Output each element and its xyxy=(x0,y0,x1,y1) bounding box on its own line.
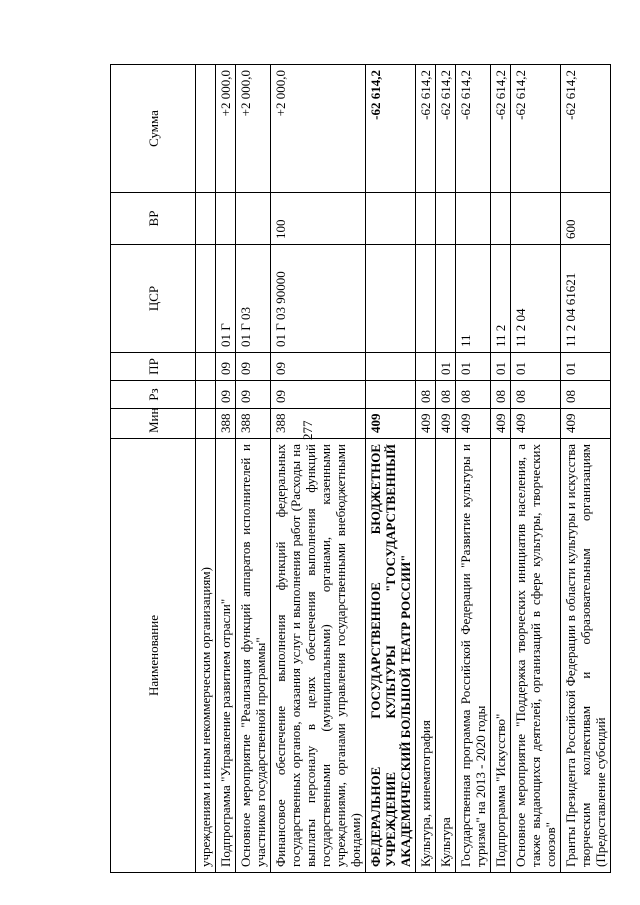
cell-csr xyxy=(366,245,416,353)
cell-rz xyxy=(366,381,416,409)
budget-table xyxy=(110,64,611,873)
cell-rz: 08 xyxy=(491,381,511,409)
cell-pr: 01 xyxy=(561,353,611,381)
cell-min: 409 xyxy=(456,409,491,439)
cell-vr xyxy=(366,193,416,245)
table-row xyxy=(436,65,456,873)
header-pr: ПР xyxy=(111,353,196,381)
table-row xyxy=(561,65,611,873)
budget-table-rotated xyxy=(110,65,608,873)
header-row xyxy=(111,65,196,873)
cell-csr: 11 xyxy=(456,245,491,353)
table-row xyxy=(511,65,561,873)
cell-vr xyxy=(511,193,561,245)
cell-min: 409 xyxy=(561,409,611,439)
cell-csr xyxy=(196,245,216,353)
cell-sum: -62 614,2 xyxy=(491,65,511,193)
header-csr: ЦСР xyxy=(111,245,196,353)
cell-name: Подпрограмма "Искусство" xyxy=(491,439,511,873)
cell-sum: -62 614,2 xyxy=(366,65,416,193)
cell-pr: 01 xyxy=(456,353,491,381)
table-row xyxy=(271,65,366,873)
cell-min: 388 xyxy=(216,409,236,439)
cell-csr: 11 2 04 61621 xyxy=(561,245,611,353)
header-rz: Рз xyxy=(111,381,196,409)
cell-pr: 01 xyxy=(436,353,456,381)
cell-csr: 01 Г 03 xyxy=(236,245,271,353)
cell-rz: 09 xyxy=(271,381,366,409)
header-vr: ВР xyxy=(111,193,196,245)
cell-rz xyxy=(196,381,216,409)
cell-sum: -62 614,2 xyxy=(416,65,436,193)
cell-sum: +2 000,0 xyxy=(216,65,236,193)
cell-sum: +2 000,0 xyxy=(271,65,366,193)
cell-csr: 01 Г 03 90000 xyxy=(271,245,366,353)
cell-name: Гранты Президента Российской Федерации в области культуры и искусства творческим коллективам и образовательным организациям (Предоставление субсидий xyxy=(561,439,611,873)
cell-name: ФЕДЕРАЛЬНОЕ ГОСУДАРСТВЕННОЕ БЮДЖЕТНОЕ УЧРЕЖДЕНИЕ КУЛЬТУРЫ "ГОСУДАРСТВЕННЫЙ АКАДЕМИЧЕСКИЙ БОЛЬШОЙ ТЕАТР РОССИИ" xyxy=(366,439,416,873)
cell-min: 388 xyxy=(271,409,366,439)
cell-vr xyxy=(491,193,511,245)
cell-name: Финансовое обеспечение выполнения функций федеральных государственных органов, оказания услуг и выполнения работ (Расходы на выплаты персоналу в целях обеспечения выполнения функций государственными (муниципальными) органами, казенными учреждениями, органами управления государственными внебюджетными фондами) xyxy=(271,439,366,873)
cell-csr: 11 2 xyxy=(491,245,511,353)
cell-min: 409 xyxy=(491,409,511,439)
cell-vr: 100 xyxy=(271,193,366,245)
cell-sum: -62 614,2 xyxy=(511,65,561,193)
cell-pr: 09 xyxy=(271,353,366,381)
cell-pr xyxy=(366,353,416,381)
cell-name: Основное мероприятие "Поддержка творческих инициатив населения, а также выдающихся деятелей, организаций в сфере культуры, творческих союзов" xyxy=(511,439,561,873)
cell-rz: 08 xyxy=(416,381,436,409)
cell-vr xyxy=(216,193,236,245)
header-min: Мин xyxy=(111,409,196,439)
cell-rz: 08 xyxy=(511,381,561,409)
cell-pr xyxy=(196,353,216,381)
cell-min: 409 xyxy=(511,409,561,439)
cell-rz: 09 xyxy=(236,381,271,409)
cell-min: 409 xyxy=(436,409,456,439)
cell-min xyxy=(196,409,216,439)
cell-vr xyxy=(416,193,436,245)
table-row xyxy=(491,65,511,873)
cell-csr: 01 Г xyxy=(216,245,236,353)
cell-vr xyxy=(436,193,456,245)
table-row xyxy=(456,65,491,873)
cell-name: Подпрограмма "Управление развитием отрасли" xyxy=(216,439,236,873)
cell-name: Культура, кинематография xyxy=(416,439,436,873)
cell-name: учреждениям и иным некоммерческим организациям) xyxy=(196,439,216,873)
cell-rz: 08 xyxy=(456,381,491,409)
cell-csr xyxy=(416,245,436,353)
header-sum: Сумма xyxy=(111,65,196,193)
cell-rz: 08 xyxy=(436,381,456,409)
cell-rz: 09 xyxy=(216,381,236,409)
cell-csr xyxy=(436,245,456,353)
cell-name: Основное мероприятие "Реализация функций аппаратов исполнителей и участников государственной программы" xyxy=(236,439,271,873)
page-number: 277 xyxy=(300,420,315,440)
cell-pr: 01 xyxy=(491,353,511,381)
cell-min: 388 xyxy=(236,409,271,439)
cell-rz: 08 xyxy=(561,381,611,409)
cell-vr xyxy=(196,193,216,245)
table-row xyxy=(216,65,236,873)
cell-name: Культура xyxy=(436,439,456,873)
table-row xyxy=(196,65,216,873)
cell-vr: 600 xyxy=(561,193,611,245)
cell-sum: -62 614,2 xyxy=(436,65,456,193)
cell-pr: 09 xyxy=(236,353,271,381)
cell-sum: -62 614,2 xyxy=(561,65,611,193)
cell-min: 409 xyxy=(366,409,416,439)
cell-sum: +2 000,0 xyxy=(236,65,271,193)
cell-pr: 01 xyxy=(511,353,561,381)
table-row xyxy=(366,65,416,873)
cell-pr: 09 xyxy=(216,353,236,381)
cell-vr xyxy=(456,193,491,245)
table-row xyxy=(416,65,436,873)
header-name: Наименование xyxy=(111,439,196,873)
table-row xyxy=(236,65,271,873)
cell-vr xyxy=(236,193,271,245)
cell-sum xyxy=(196,65,216,193)
cell-name: Государственная программа Российской Федерации "Развитие культуры и туризма" на 2013 - 2020 годы xyxy=(456,439,491,873)
cell-min: 409 xyxy=(416,409,436,439)
cell-pr xyxy=(416,353,436,381)
cell-csr: 11 2 04 xyxy=(511,245,561,353)
cell-sum: -62 614,2 xyxy=(456,65,491,193)
